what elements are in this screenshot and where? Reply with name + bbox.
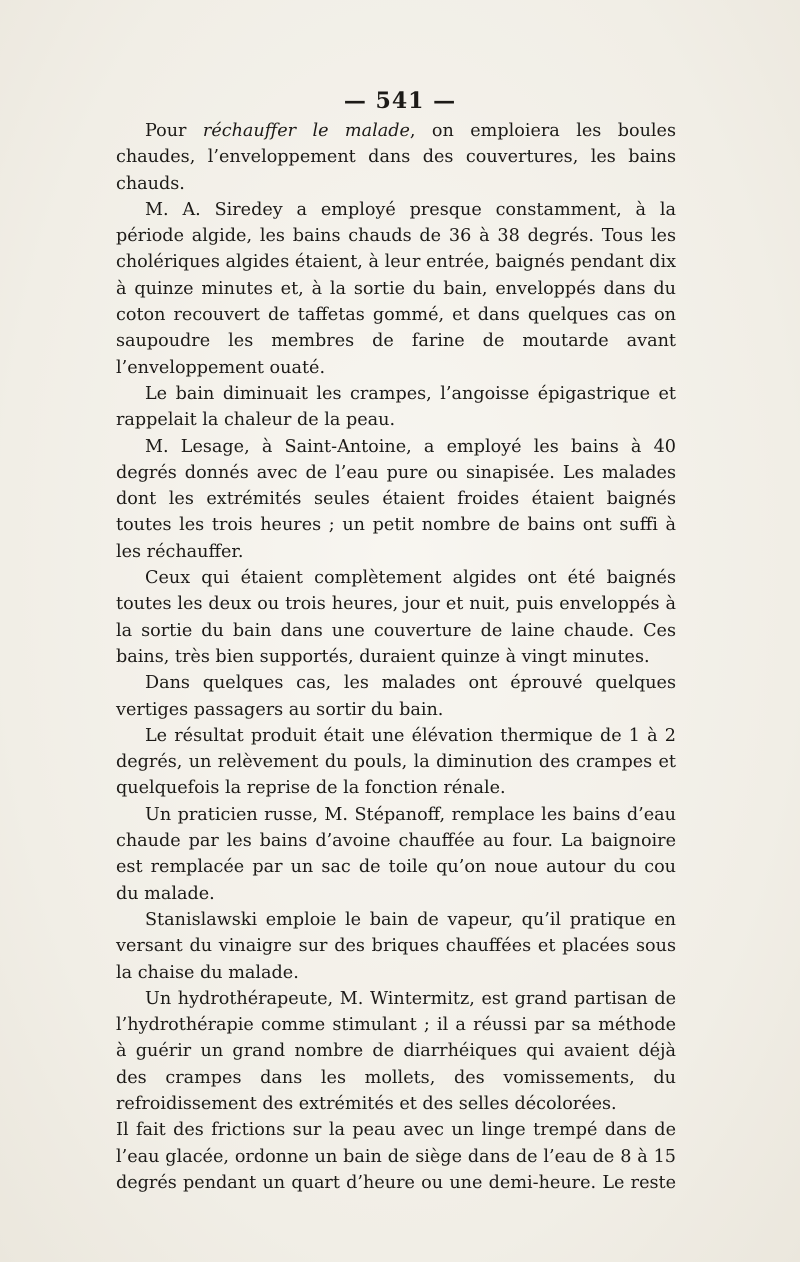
paragraph: M. A. Siredey a employé presque constamment, à la période algide, les bains chauds de 36 à 38 degrés. Tous les cholériques algides étaient, à leur entrée, baignés pendant dix à quinze minutes et, à la sortie du bain, enveloppés dans du coton recouvert de taffetas gommé, et dans quelques cas on saupoudre les membres de farine de moutarde avant l’enveloppement ouaté. <box>116 199 676 378</box>
paragraph: Il fait des frictions sur la peau avec un linge trempé dans de l’eau glacée, ordonne un bain de siège dans de l’eau de 8 à 15 degrés pendant un quart d’heure ou une demi-heure. Le reste <box>116 1120 676 1193</box>
page-number: — 541 — <box>343 88 457 114</box>
emphasized-text: réchauffer le malade <box>202 121 410 141</box>
paragraph: Un praticien russe, M. Stépanoff, remplace les bains d’eau chaude par les bains d’avoine chauffée au four. La baignoire est remplacée par un sac de toile qu’on noue autour du cou du malade. <box>116 804 676 904</box>
paragraph: Un hydrothérapeute, M. Wintermitz, est grand partisan de l’hydrothérapie comme stimulant ; il a réussi par sa méthode à guérir un grand nombre de diarrhéiques qui avaient déjà des crampes dans les mollets, des vomissements, du refroidissement des extrémités et des selles décolorées. <box>116 988 676 1114</box>
paragraph-text: , on emploiera les boules chaudes, l’enveloppement dans des couvertures, les bains chauds. <box>116 121 676 194</box>
paragraph: Le bain diminuait les crampes, l’angoisse épigastrique et rappelait la chaleur de la peau. <box>116 383 676 431</box>
paragraph-text: Pour <box>145 121 203 141</box>
body-text <box>116 118 676 1196</box>
paragraph: Stanislawski emploie le bain de vapeur, qu’il pratique en versant du vinaigre sur des briques chauffées et placées sous la chaise du malade. <box>116 909 676 983</box>
paragraph: M. Lesage, à Saint-Antoine, a employé les bains à 40 degrés donnés avec de l’eau pure ou sinapisée. Les malades dont les extrémités seules étaient froides étaient baignés toutes les trois heures ; un petit nombre de bains ont suffi à les réchauffer. <box>116 436 676 562</box>
paragraph <box>116 118 676 197</box>
paragraph: Ceux qui étaient complètement algides ont été baignés toutes les deux ou trois heures, jour et nuit, puis enveloppés à la sortie du bain dans une couverture de laine chaude. Ces bains, très bien supportés, duraient quinze à vingt minutes. <box>116 568 676 667</box>
paragraph: Le résultat produit était une élévation thermique de 1 à 2 degrés, un relèvement du pouls, la diminution des crampes et quelquefois la reprise de la fonction rénale. <box>116 725 676 799</box>
paragraph: Dans quelques cas, les malades ont éprouvé quelques vertiges passagers au sortir du bain. <box>116 673 676 720</box>
